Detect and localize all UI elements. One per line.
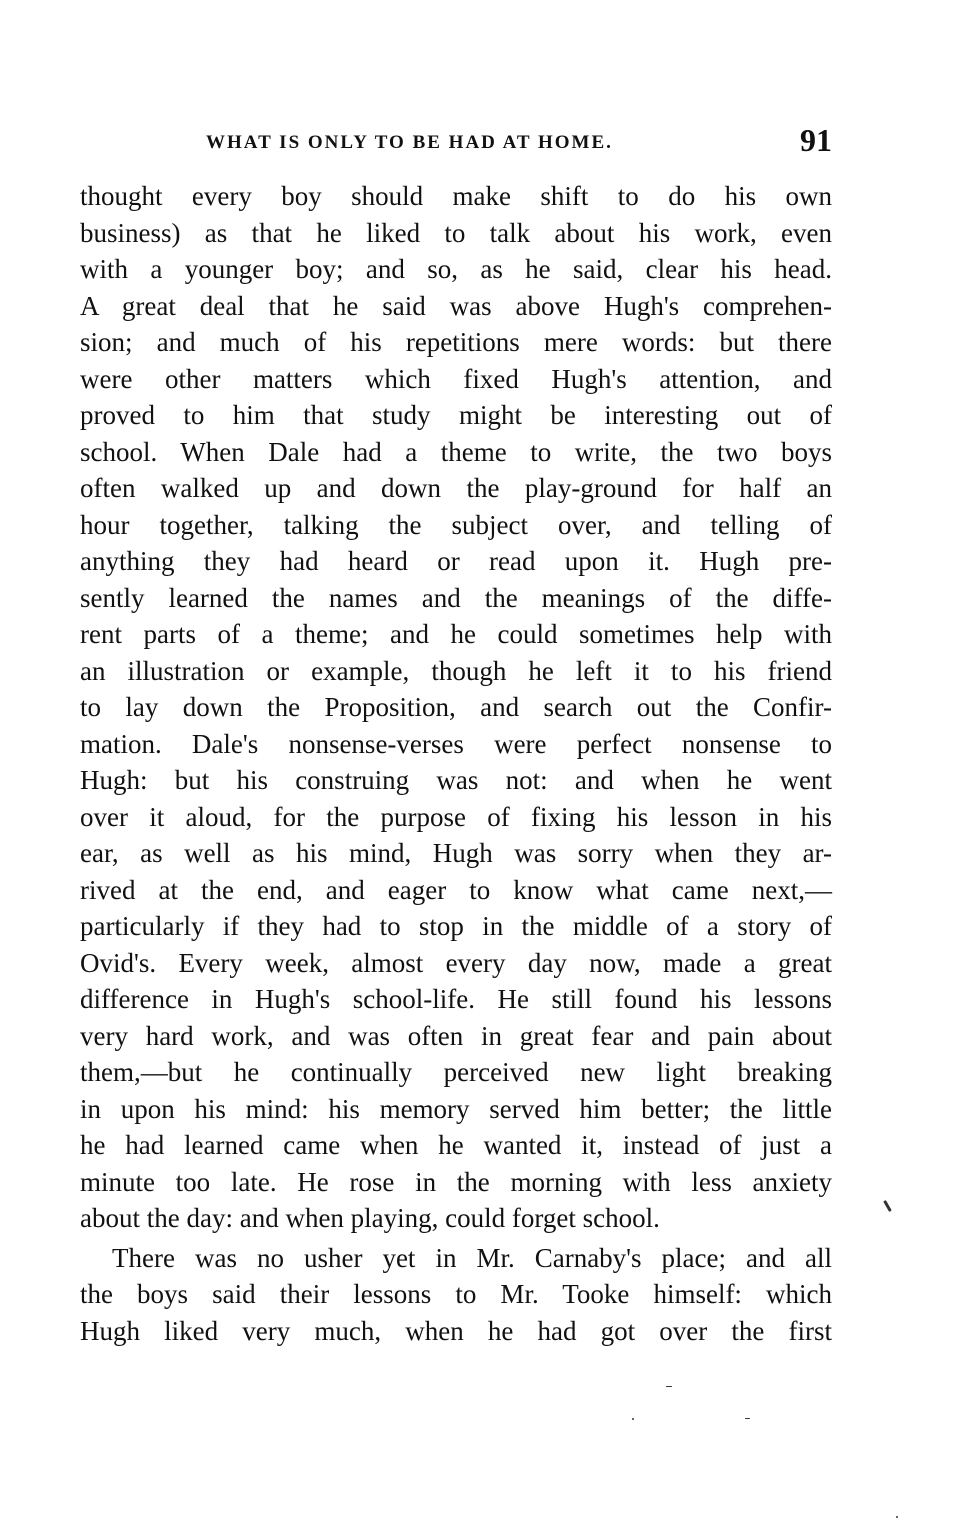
text-line: ear, as well as his mind, Hugh was sorry when they ar- — [80, 838, 832, 868]
text-line: the boys said their lessons to Mr. Tooke himself: which — [80, 1279, 832, 1309]
text-line: rived at the end, and eager to know what came next,— — [80, 874, 832, 905]
text-line: proved to him that study might be interesting out of — [80, 400, 832, 430]
text-line: over it aloud, for the purpose of fixing his lesson in his — [80, 801, 832, 832]
text-line: hour together, talking the subject over, and telling of — [80, 509, 832, 540]
text-line: difference in Hugh's school-life. He still found his lessons — [80, 984, 832, 1014]
page-header — [80, 122, 832, 164]
print-speck — [745, 1418, 750, 1419]
text-line: A great deal that he said was above Hugh's comprehen- — [80, 290, 832, 321]
text-line: Ovid's. Every week, almost every day now, made a great — [80, 947, 832, 978]
body-text — [80, 178, 832, 1349]
running-head: WHAT IS ONLY TO BE HAD AT HOME. — [206, 132, 613, 153]
text-line: sion; and much of his repetitions mere words: but there — [80, 327, 832, 357]
text-line: sently learned the names and the meanings of the diffe- — [80, 582, 832, 613]
text-line: Hugh: but his construing was not: and when he went — [80, 765, 832, 795]
text-line: often walked up and down the play-ground for half an — [80, 473, 832, 503]
text-line: minute too late. He rose in the morning with less anxiety — [80, 1166, 832, 1197]
text-line: Hugh liked very much, when he had got over the first — [80, 1315, 832, 1346]
text-line: rent parts of a theme; and he could sometimes help with — [80, 619, 832, 649]
paragraph-2 — [80, 1240, 832, 1350]
text-line: to lay down the Proposition, and search out the Confir- — [80, 692, 832, 722]
text-line: he had learned came when he wanted it, instead of just a — [80, 1130, 832, 1160]
paragraph-1 — [80, 178, 832, 1237]
text-line: an illustration or example, though he left it to his friend — [80, 655, 832, 686]
page-number: 91 — [800, 122, 832, 158]
text-line: particularly if they had to stop in the middle of a story of — [80, 911, 832, 941]
text-line: about the day: and when playing, could forget school. — [80, 1203, 660, 1233]
text-line: thought every boy should make shift to do his own — [80, 181, 832, 211]
text-line: anything they had heard or read upon it. Hugh pre- — [80, 546, 832, 576]
print-speck — [883, 1200, 892, 1212]
text-line: mation. Dale's nonsense-verses were perfect nonsense to — [80, 728, 832, 759]
print-speck — [896, 1516, 898, 1518]
text-line: were other matters which fixed Hugh's attention, and — [80, 363, 832, 394]
text-line: business) as that he liked to talk about his work, even — [80, 217, 832, 248]
print-speck — [632, 1418, 634, 1420]
text-line: very hard work, and was often in great fear and pain about — [80, 1020, 832, 1051]
text-line: school. When Dale had a theme to write, the two boys — [80, 436, 832, 467]
text-line: with a younger boy; and so, as he said, clear his head. — [80, 254, 832, 284]
text-line: them,—but he continually perceived new light breaking — [80, 1057, 832, 1087]
text-line: There was no usher yet in Mr. Carnaby's place; and all — [112, 1242, 832, 1273]
text-line: in upon his mind: his memory served him better; the little — [80, 1093, 832, 1124]
print-speck — [666, 1386, 672, 1387]
